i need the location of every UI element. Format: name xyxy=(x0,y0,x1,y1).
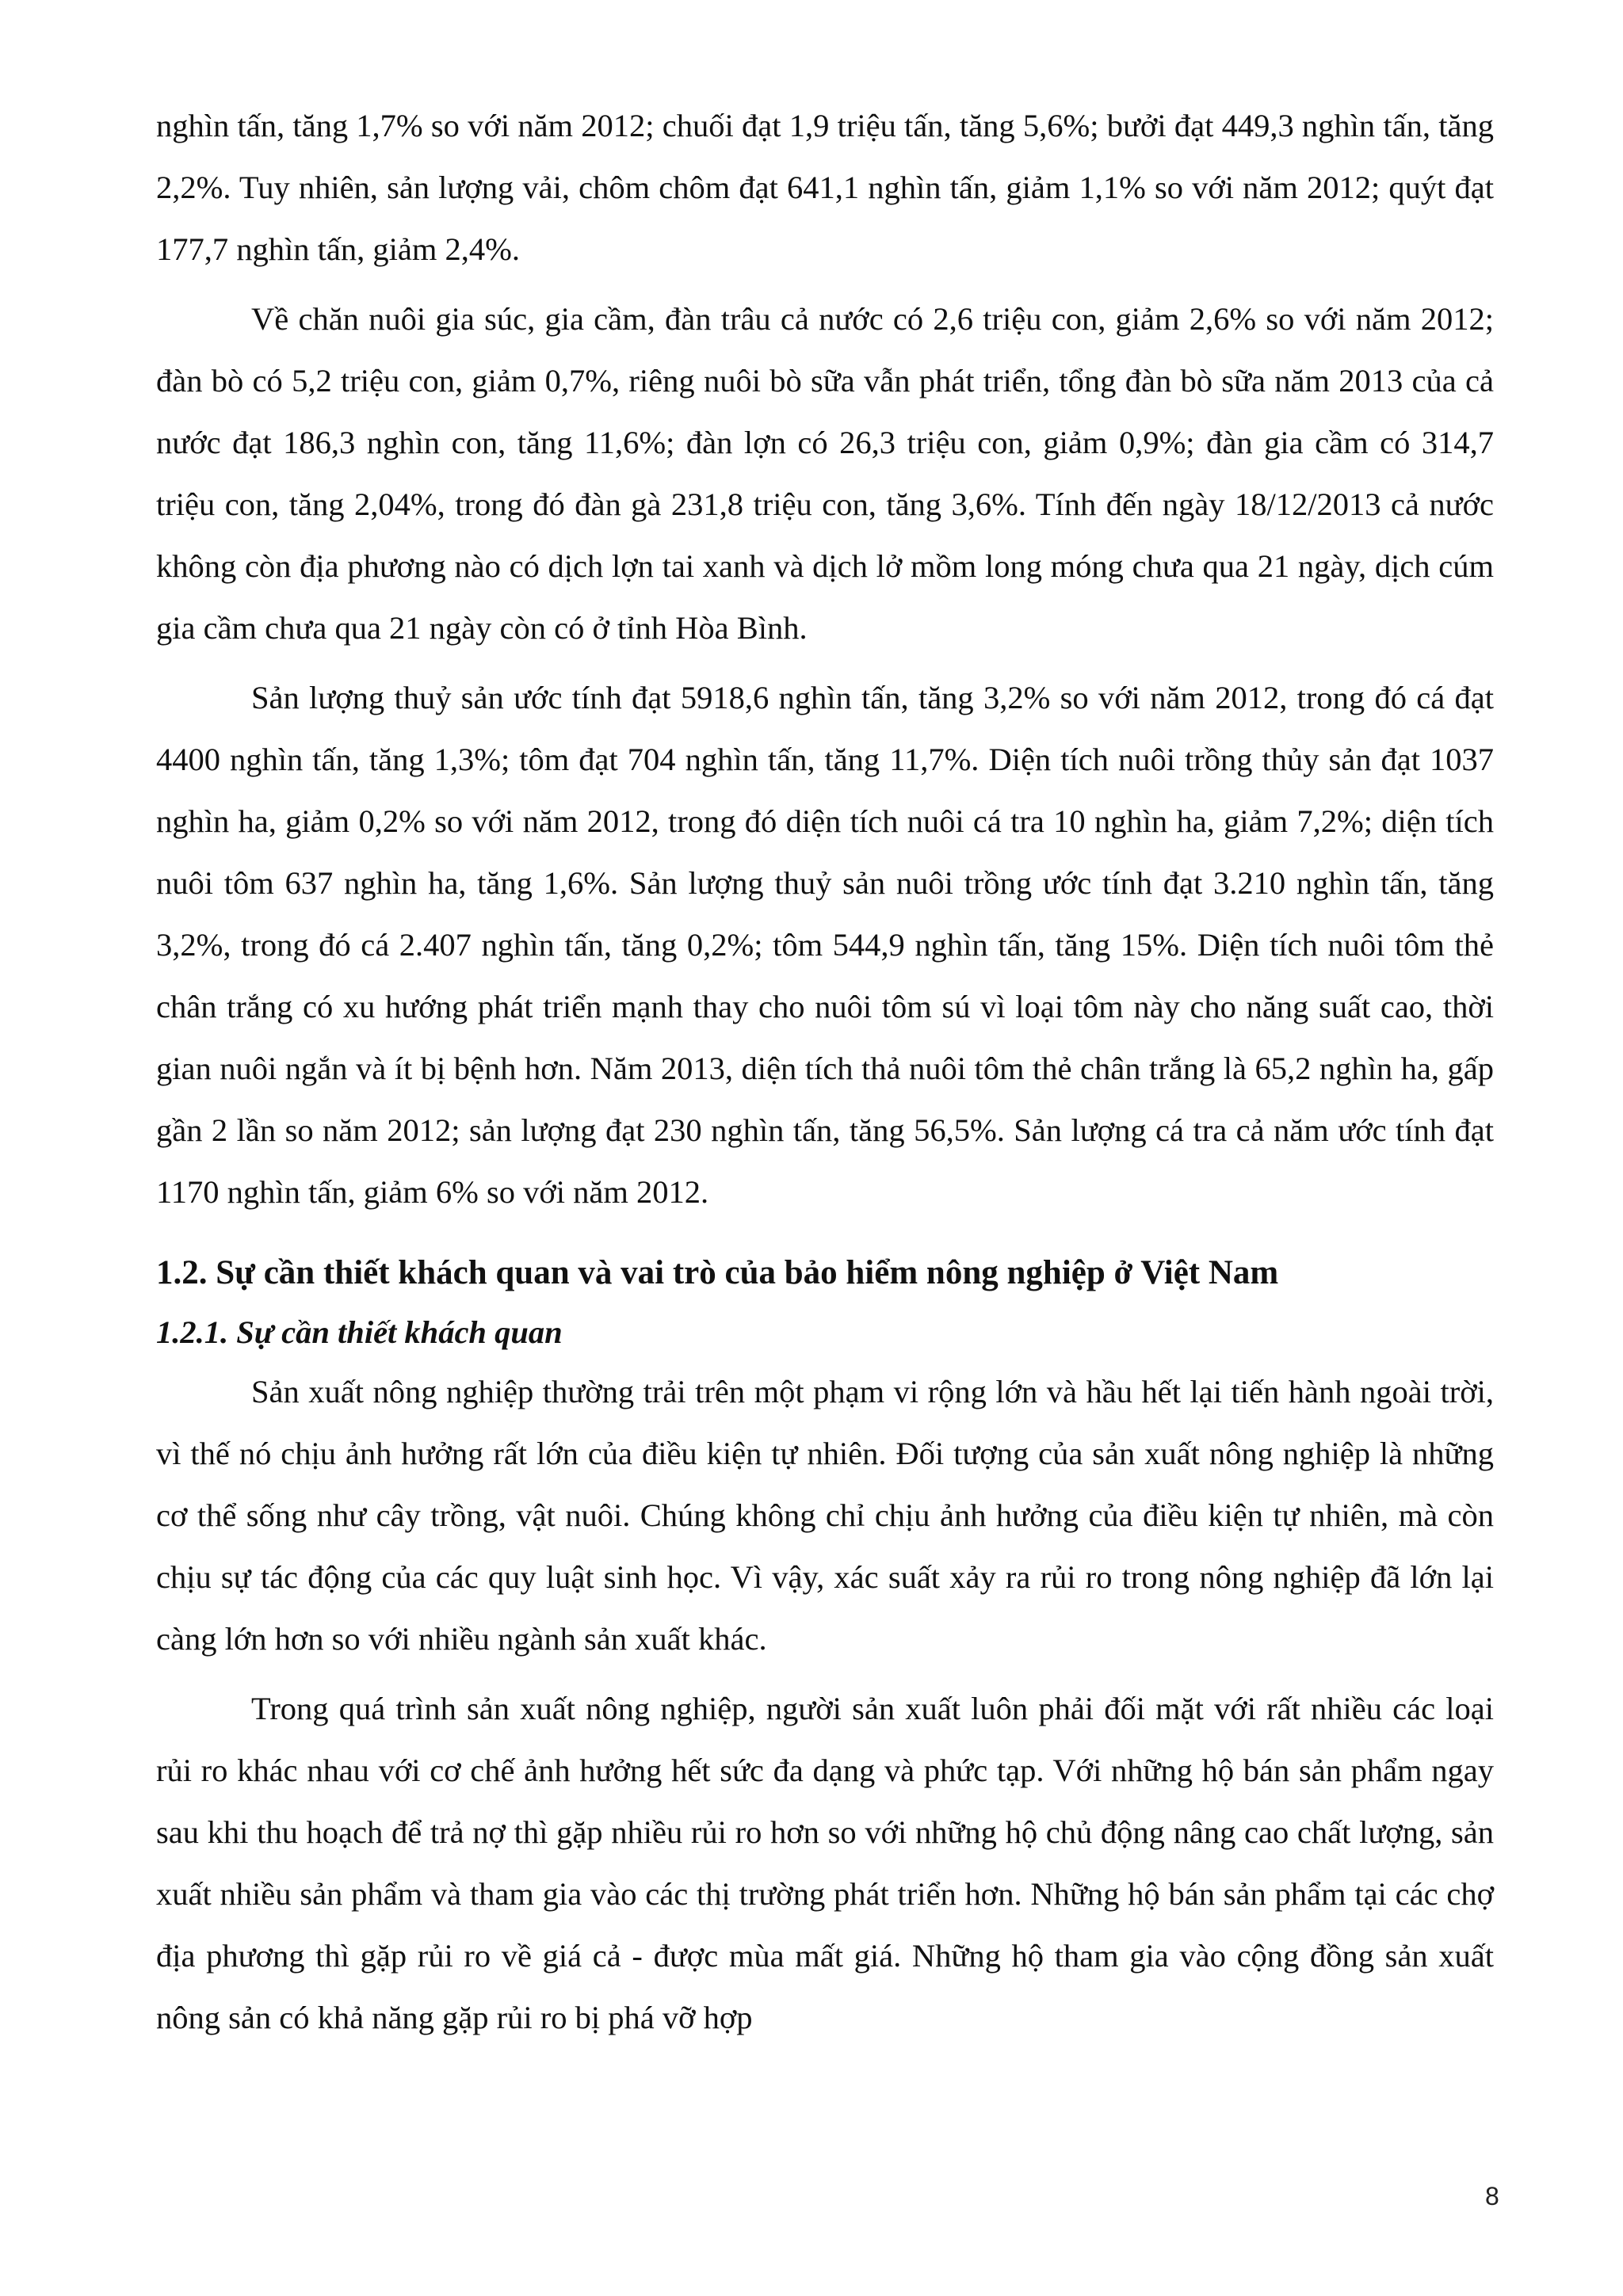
subsection-heading: 1.2.1. Sự cần thiết khách quan xyxy=(156,1314,563,1350)
paragraph-agriculture-risk: Sản xuất nông nghiệp thường trải trên một phạm vi rộng lớn và hầu hết lại tiến hành ngoài trời, vì thế nó chịu ảnh hưởng rất lớn của điều kiện tự nhiên. Đối tượng của sản xuất nông nghiệp là những cơ thể sống như cây trồng, vật nuôi. Chúng không chỉ chịu ảnh hưởng của điều kiện tự nhiên, mà còn chịu sự tác động của các quy luật sinh học. Vì vậy, xác suất xảy ra rủi ro trong nông nghiệp đã lớn lại càng lớn hơn so với nhiều ngành sản xuất khác. xyxy=(156,1374,1494,1657)
paragraph-production-risks: Trong quá trình sản xuất nông nghiệp, người sản xuất luôn phải đối mặt với rất nhiều các loại rủi ro khác nhau với cơ chế ảnh hưởng hết sức đa dạng và phức tạp. Với những hộ bán sản phẩm ngay sau khi thu hoạch để trả nợ thì gặp nhiều rủi ro hơn so với những hộ chủ động nâng cao chất lượng, sản xuất nhiều sản phẩm và tham gia vào các thị trường phát triển hơn. Những hộ bán sản phẩm tại các chợ địa phương thì gặp rủi ro về giá cả - được mùa mất giá. Những hộ tham gia vào cộng đồng sản xuất nông sản có khả năng gặp rủi ro bị phá vỡ hợp xyxy=(156,1691,1494,2035)
document-page xyxy=(156,95,1494,2049)
paragraph-fruit-output: nghìn tấn, tăng 1,7% so với năm 2012; chuối đạt 1,9 triệu tấn, tăng 5,6%; bưởi đạt 449,3 nghìn tấn, tăng 2,2%. Tuy nhiên, sản lượng vải, chôm chôm đạt 641,1 nghìn tấn, giảm 1,1% so với năm 2012; quýt đạt 177,7 nghìn tấn, giảm 2,4%. xyxy=(156,108,1494,267)
paragraph-livestock: Về chăn nuôi gia súc, gia cầm, đàn trâu cả nước có 2,6 triệu con, giảm 2,6% so với năm 2012; đàn bò có 5,2 triệu con, giảm 0,7%, riêng nuôi bò sữa vẫn phát triển, tổng đàn bò sữa năm 2013 của cả nước đạt 186,3 nghìn con, tăng 11,6%; đàn lợn có 26,3 triệu con, giảm 0,9%; đàn gia cầm có 314,7 triệu con, tăng 2,04%, trong đó đàn gà 231,8 triệu con, tăng 3,6%. Tính đến ngày 18/12/2013 cả nước không còn địa phương nào có dịch lợn tai xanh và dịch lở mồm long móng chưa qua 21 ngày, dịch cúm gia cầm chưa qua 21 ngày còn có ở tỉnh Hòa Bình. xyxy=(156,301,1494,646)
paragraph-aquaculture: Sản lượng thuỷ sản ước tính đạt 5918,6 nghìn tấn, tăng 3,2% so với năm 2012, trong đó cá đạt 4400 nghìn tấn, tăng 1,3%; tôm đạt 704 nghìn tấn, tăng 11,7%. Diện tích nuôi trồng thủy sản đạt 1037 nghìn ha, giảm 0,2% so với năm 2012, trong đó diện tích nuôi cá tra 10 nghìn ha, giảm 7,2%; diện tích nuôi tôm 637 nghìn ha, tăng 1,6%. Sản lượng thuỷ sản nuôi trồng ước tính đạt 3.210 nghìn tấn, tăng 3,2%, trong đó cá 2.407 nghìn tấn, tăng 0,2%; tôm 544,9 nghìn tấn, tăng 15%. Diện tích nuôi tôm thẻ chân trắng có xu hướng phát triển mạnh thay cho nuôi tôm sú vì loại tôm này cho năng suất cao, thời gian nuôi ngắn và ít bị bệnh hơn. Năm 2013, diện tích thả nuôi tôm thẻ chân trắng là 65,2 nghìn ha, gấp gần 2 lần so năm 2012; sản lượng đạt 230 nghìn tấn, tăng 56,5%. Sản lượng cá tra cả năm ước tính đạt 1170 nghìn tấn, giảm 6% so với năm 2012. xyxy=(156,680,1494,1210)
page-number: 8 xyxy=(1485,2182,1499,2210)
section-heading: 1.2. Sự cần thiết khách quan và vai trò của bảo hiểm nông nghiệp ở Việt Nam xyxy=(156,1254,1279,1291)
